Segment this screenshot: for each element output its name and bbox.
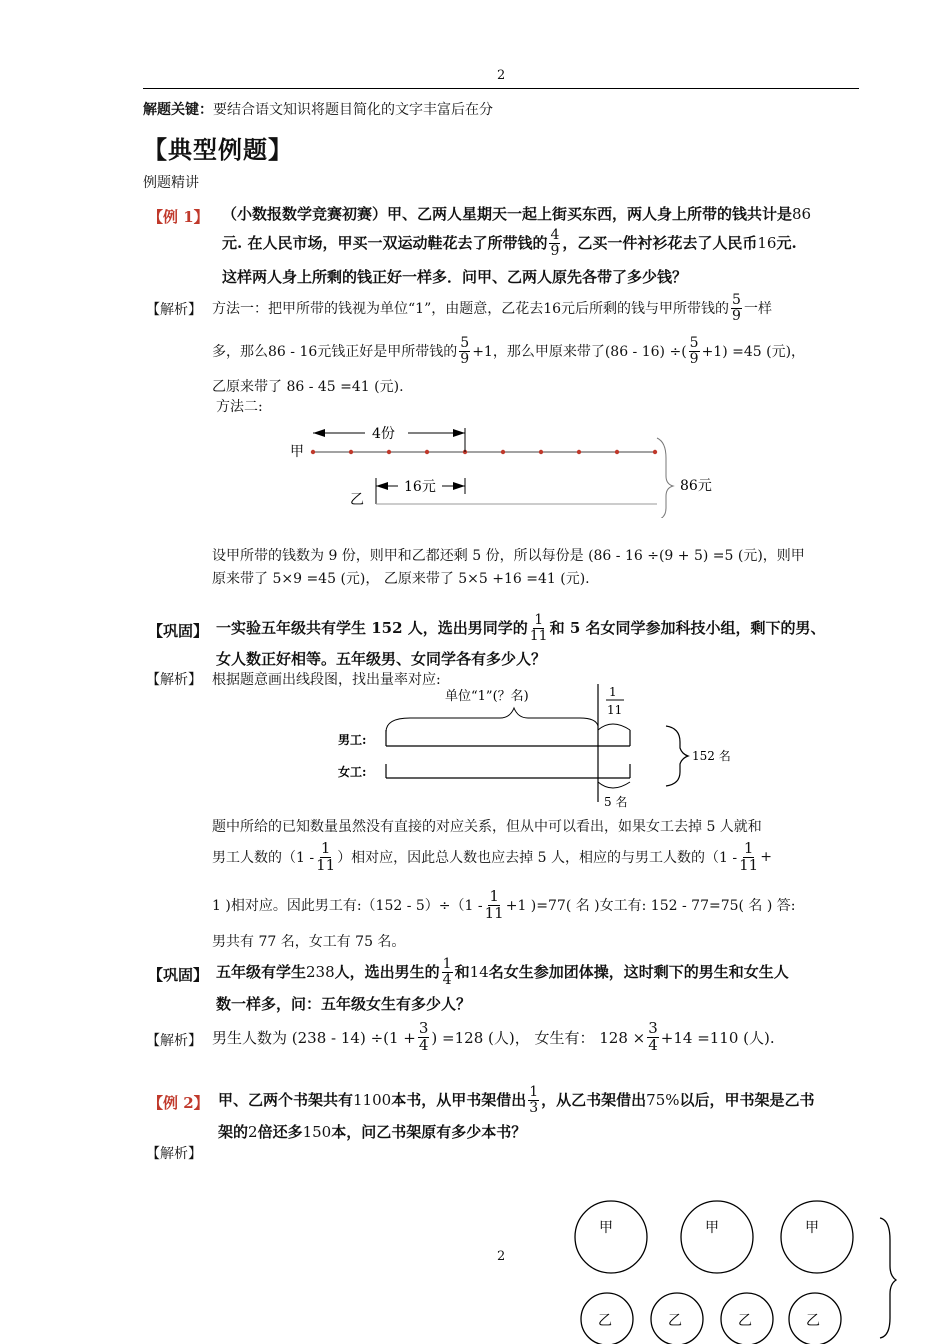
ex1-sol2-fd2: 9 [689,350,699,367]
diag2-unit-brace [386,708,598,732]
ex2-line2 [218,1125,526,1140]
ex2-line2c: 本，问乙书架原有多少本书？ [331,1123,527,1141]
gg1-sol-tag: 【解析】 [146,672,202,688]
header-page-number: 2 [497,68,506,83]
gg1-sol3-fn2: 1 [743,838,754,857]
gg2-line1d: 名女生参加团体操，这时剩下的男生和女生人 [488,962,789,981]
gg2-sol1c: +14 =110 (人). [660,1028,775,1047]
ex1-sol1 [212,288,772,328]
ex2-line2b: 倍还多 [257,1123,303,1141]
gg1-sol3-fd2: 11 [739,855,759,874]
diag2-5-brace [598,782,630,788]
ex1-sol2-fn: 5 [460,334,470,351]
circle-jia-label: 甲 [599,1220,613,1236]
ex1-frac-d: 9 [550,242,560,259]
ex1-sol2c: +1) =45 (元)， [701,344,806,360]
ex1-sol1-fd: 9 [732,307,741,324]
gg1-sol5: 男共有 77 名，女工有 75 名。 [212,934,406,950]
ex1-segment-diagram [280,418,740,518]
ex2-line1a: 甲、乙两个书架共有 [218,1090,354,1109]
ex1-sol2b: +1，那么甲原来带了(86 - 16) ÷( [472,344,687,360]
circle-yi-label: 乙 [738,1313,752,1329]
ex1-sol1-fn: 5 [732,291,741,308]
diag-arrow [453,482,465,490]
ex1-sol2-frac2 [689,336,700,366]
diag2-small-brace [598,724,630,730]
gg2-line1-num2: 14 [469,962,489,981]
diag-yi-label: 乙 [350,492,364,508]
footer-page-number: 2 [497,1249,506,1264]
diag-dot [349,450,353,454]
ex1-sol6: 原来带了 5×9 =45 (元)， 乙原来带了 5×5 +16 =41 (元). [212,571,590,587]
diag-arrow [313,429,325,437]
diag-brace [657,438,673,518]
ex1-line2c: 元. [776,233,797,252]
ex1-sol4: 方法二: [216,399,263,415]
gg1-frac-n: 1 [534,611,544,628]
ex1-sol5: 设甲所带的钱数为 9 份，则甲和乙都还剩 5 份，所以每份是 (86 - 16 ÷(9 + 5) =5 (元)，则甲 [212,548,805,564]
diag-jia-label: 甲 [290,444,304,460]
circle-yi-label: 乙 [806,1313,820,1329]
ex1-line2a: 元. 在人民市场，甲买一双运动鞋花去了所带钱的 [222,233,548,252]
gg2-sol-fd2: 4 [648,1035,658,1054]
gg1-frac-d: 11 [529,627,548,644]
circle-brace [880,1218,896,1338]
ex2-line1-num: 1100 [353,1090,392,1109]
ex2-frac-n: 1 [529,1083,539,1100]
gg1-sol3c: + [760,849,772,865]
gg2-sol1a: 男生人数为 (238 - 14) ÷(1 + [212,1028,416,1047]
key-line [143,99,493,119]
gg2-sol-frac2 [647,1018,659,1054]
diag-dot [311,450,315,454]
gg1-sol3-frac2 [739,838,759,874]
ex2-line1c: ，从乙书架借出 [541,1090,647,1109]
diag2-male: 男工: [338,733,367,747]
gg2-frac-n: 1 [442,955,452,972]
ex2-line2-num2: 150 [302,1123,332,1141]
gg2-sol1b: ) =128 (人)， 女生有： 128 × [431,1028,646,1047]
ex2-sol-tag: 【解析】 [146,1146,202,1162]
gg1-sol4a: 1 )相对应。因此男工有:（152 - 5）÷（1 - [212,898,483,914]
gg1-sol3-frac [316,838,336,874]
header-rule [143,88,859,89]
ex1-fraction [549,228,560,258]
ex1-sol2a: 多，那么86 - 16元钱正好是甲所带钱的 [212,344,458,360]
diag2-152-brace [666,726,688,786]
ex1-sol2-fd: 9 [460,350,470,367]
ex1-sol2-fn2: 5 [689,334,699,351]
ex1-sol2 [212,331,805,371]
key-label: 解题关键： [143,102,213,118]
ex1-sol1a: 方法一：把甲所带的钱视为单位“1”，由题意，乙花去16元后所剩的钱与甲所带钱的 [212,301,730,317]
ex1-sol1b: 一样 [743,301,772,317]
ex1-frac-n: 4 [550,227,560,243]
gg2-sol-tag: 【解析】 [146,1033,202,1049]
diag2-fn: 1 [609,685,617,699]
gg1-sol4b: +1 )=77( 名 )女工有: 152 - 77=75( 名 ) 答: [505,898,796,914]
ex1-tag: 【例 1】 [148,208,209,226]
diag2-unit: 单位“1”(？名) [445,689,529,704]
gg1-line2: 女人数正好相等。五年级男、女同学各有多少人？ [216,650,547,668]
diag-dot [577,450,581,454]
circle-yi-label: 乙 [668,1313,682,1329]
circle-jia [681,1201,753,1273]
diag2-fd: 11 [607,703,623,717]
ex2-line1-num2: 75% [646,1090,680,1109]
gg1-sol3a: 男工人数的（1 - [212,850,315,866]
gg1-sol3 [212,836,772,878]
ex2-line1b: 本书，从甲书架借出 [391,1090,527,1109]
gg2-sol1 [212,1014,775,1060]
gg1-sol3b: ）相对应，因此总人数也应去掉 5 人，相应的与男工人数的（1 - [337,850,738,866]
ex1-sol2-frac [459,336,470,366]
diag2-5: 5 名 [604,795,628,809]
ex1-sol1-frac [731,293,742,323]
gg1-sol4-fd: 11 [484,903,504,922]
ex1-line2 [222,228,797,258]
circle-jia-label: 甲 [705,1220,719,1236]
gg1-frac [530,613,548,643]
gg2-frac [442,957,453,987]
gg1-line1 [216,606,825,650]
key-text: 要结合语文知识将题目简化的文字丰富后在分 [213,102,493,118]
ex1-line1-num: 86 [792,205,812,223]
ex2-line1 [218,1078,815,1122]
diag-dot [387,450,391,454]
ex2-frac [528,1085,539,1115]
diag-16: 16元 [404,479,436,495]
ex1-line2-num: 16 [757,233,777,252]
gg1-line1b: 和 5 名女同学参加科技小组，剩下的男、 [549,618,826,637]
ex1-line1-text: （小数报数学竞赛初赛）甲、乙两人星期天一起上街买东西，两人身上所带的钱共计是 [222,205,793,223]
diag-dot [539,450,543,454]
gg1-tag: 【巩固】 [148,622,209,640]
section-title: 【典型例题】 [143,136,293,164]
ex2-tag: 【例 2】 [148,1094,209,1112]
circle-jia [575,1201,647,1273]
circle-jia [781,1201,853,1273]
gg2-sol-fn2: 3 [648,1018,658,1037]
diag2-female: 女工: [338,765,367,779]
circle-jia-label: 甲 [805,1220,819,1236]
diag-arrow [376,482,388,490]
gg2-sol-fd: 4 [418,1035,429,1054]
diag2-152: 152 名 [692,749,731,763]
gg2-sol-frac [418,1018,430,1054]
ex2-circle-diagram [570,1196,900,1344]
ex1-line3: 这样两人身上所剩的钱正好一样多．问甲、乙两人原先各带了多少钱？ [222,268,688,286]
ex2-line2a: 架的 [218,1123,249,1141]
diag-4fen: 4份 [372,426,395,442]
ex1-sol-tag: 【解析】 [146,302,202,318]
ex1-line2b: ，乙买一件衬衫花去了人民币 [562,233,758,252]
diag-dot [653,450,657,454]
gg1-sol3-fd: 11 [316,855,336,874]
ex1-sol3: 乙原来带了 86 - 45 =41 (元). [212,379,404,395]
diag-arrow [453,429,465,437]
gg1-sol4-frac [484,886,504,922]
gg2-tag: 【巩固】 [148,966,209,984]
gg1-sol1: 根据题意画出线段图，找出量率对应: [212,672,441,688]
diag-dot [425,450,429,454]
ex2-line2-num: 2 [248,1123,258,1141]
diag-dot [501,450,505,454]
gg2-line1 [216,951,789,993]
gg2-sol-fn: 3 [418,1018,429,1037]
gg1-sol4 [212,884,796,926]
gg2-line1b: 人，选出男生的 [334,962,440,981]
ex2-line1d: 以后，甲书架是乙书 [679,1090,815,1109]
gg2-line1c: 和 [454,962,470,981]
diag-86: 86元 [680,478,712,494]
gg2-line1-num: 238 [306,962,335,981]
section-subtitle: 例题精讲 [143,175,199,191]
gg1-segment-diagram [330,682,740,812]
diag-dot [615,450,619,454]
ex1-line1 [222,207,811,222]
gg2-line1a: 五年级有学生 [216,962,307,981]
gg2-line2: 数一样多，问：五年级女生有多少人？ [216,995,472,1013]
circle-yi-label: 乙 [598,1313,612,1329]
gg1-sol3-fn: 1 [320,838,331,857]
gg1-sol2: 题中所给的已知数量虽然没有直接的对应关系，但从中可以看出，如果女工去掉 5 人就和 [212,819,762,835]
gg1-line1a: 一实验五年级共有学生 152 人，选出男同学的 [216,618,528,637]
ex2-frac-d: 3 [529,1099,539,1116]
gg1-sol4-fn: 1 [489,886,499,905]
gg2-frac-d: 4 [442,971,452,988]
